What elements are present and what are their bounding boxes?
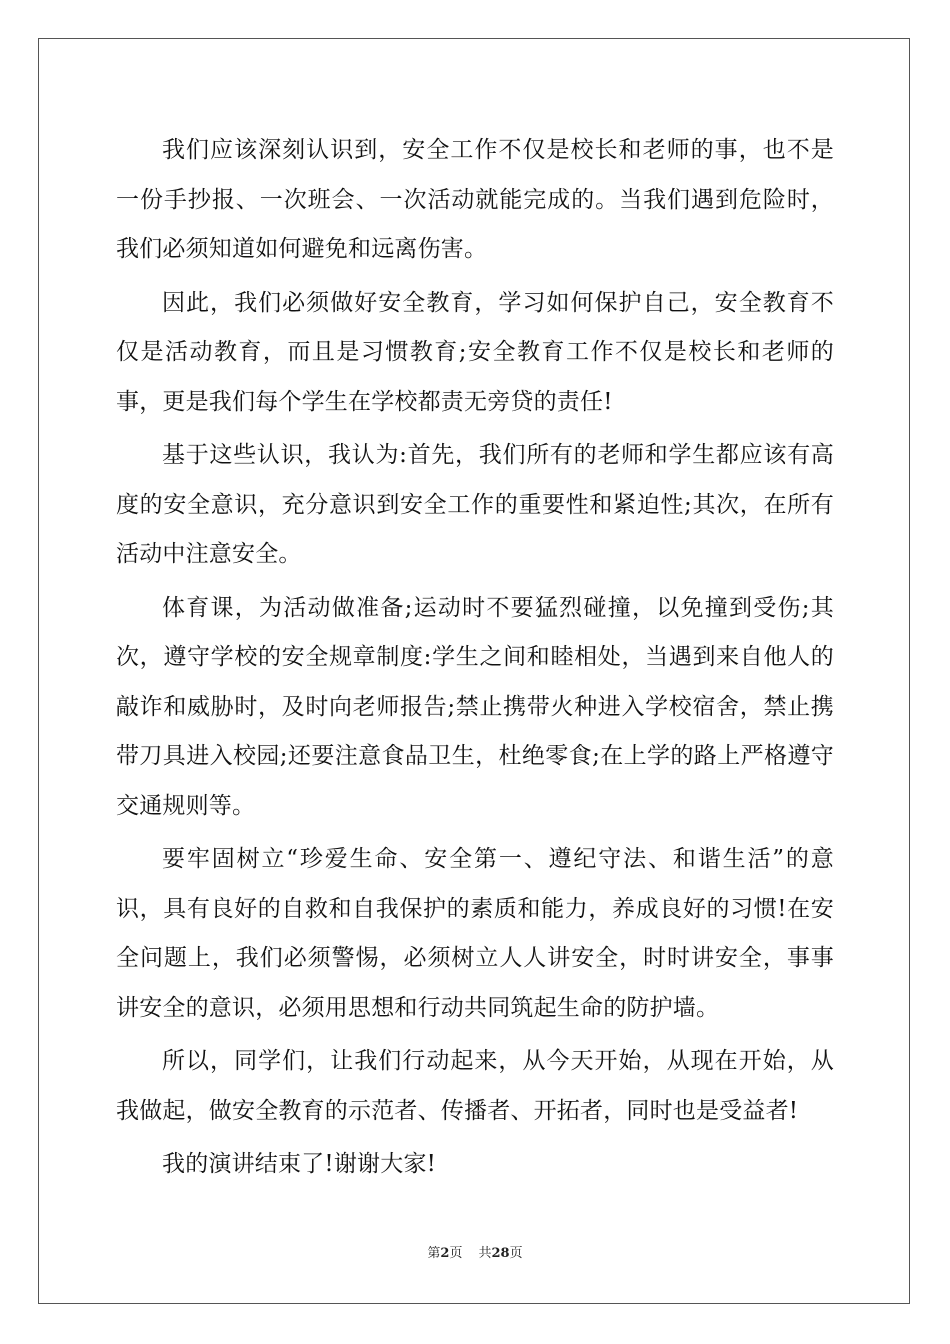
total-pages: 28 (491, 1246, 510, 1261)
paragraph-1: 我们应该深刻认识到，安全工作不仅是校长和老师的事，也不是一份手抄报、一次班会、一次活动就能完成的。当我们遇到危险时，我们必须知道如何避免和远离伤害。 (116, 137, 834, 262)
page-prefix: 第 (427, 1246, 441, 1261)
paragraph-2: 因此，我们必须做好安全教育，学习如何保护自己，安全教育不仅是活动教育，而且是习惯教育;安全教育工作不仅是校长和老师的事，更是我们每个学生在学校都责无旁贷的责任! (116, 289, 834, 415)
total-prefix: 共 (478, 1246, 492, 1261)
paragraph-7: 我的演讲结束了!谢谢大家! (162, 1151, 437, 1177)
paragraph-5: 要牢固树立“珍爱生命、安全第一、遵纪守法、和谐生活”的意识，具有良好的自救和自我保护的素质和能力，养成良好的习惯!在安全问题上，我们必须警惕，必须树立人人讲安全，时时讲安全，事事讲安全的意识，必须用思想和行动共同筑起生命的防护墙。 (116, 846, 834, 1021)
page-suffix: 页 (449, 1246, 463, 1261)
paragraph-3: 基于这些认识，我认为:首先，我们所有的老师和学生都应该有高度的安全意识，充分意识到安全工作的重要性和紧迫性;其次，在所有活动中注意安全。 (116, 442, 834, 567)
page-number: 2 (440, 1246, 450, 1261)
page-footer (0, 1246, 950, 1262)
paragraph-6: 所以，同学们，让我们行动起来，从今天开始，从现在开始，从我做起，做安全教育的示范者、传播者、开拓者，同时也是受益者! (116, 1048, 834, 1124)
paragraph-4: 体育课，为活动做准备;运动时不要猛烈碰撞，以免撞到受伤;其次，遵守学校的安全规章制度:学生之间和睦相处，当遇到来自他人的敲诈和威胁时，及时向老师报告;禁止携带火种进入学校宿舍，禁止携带刀具进入校园;还要注意食品卫生，杜绝零食;在上学的路上严格遵守交通规则等。 (116, 594, 834, 819)
total-suffix: 页 (509, 1246, 523, 1261)
document-body (116, 126, 834, 1194)
